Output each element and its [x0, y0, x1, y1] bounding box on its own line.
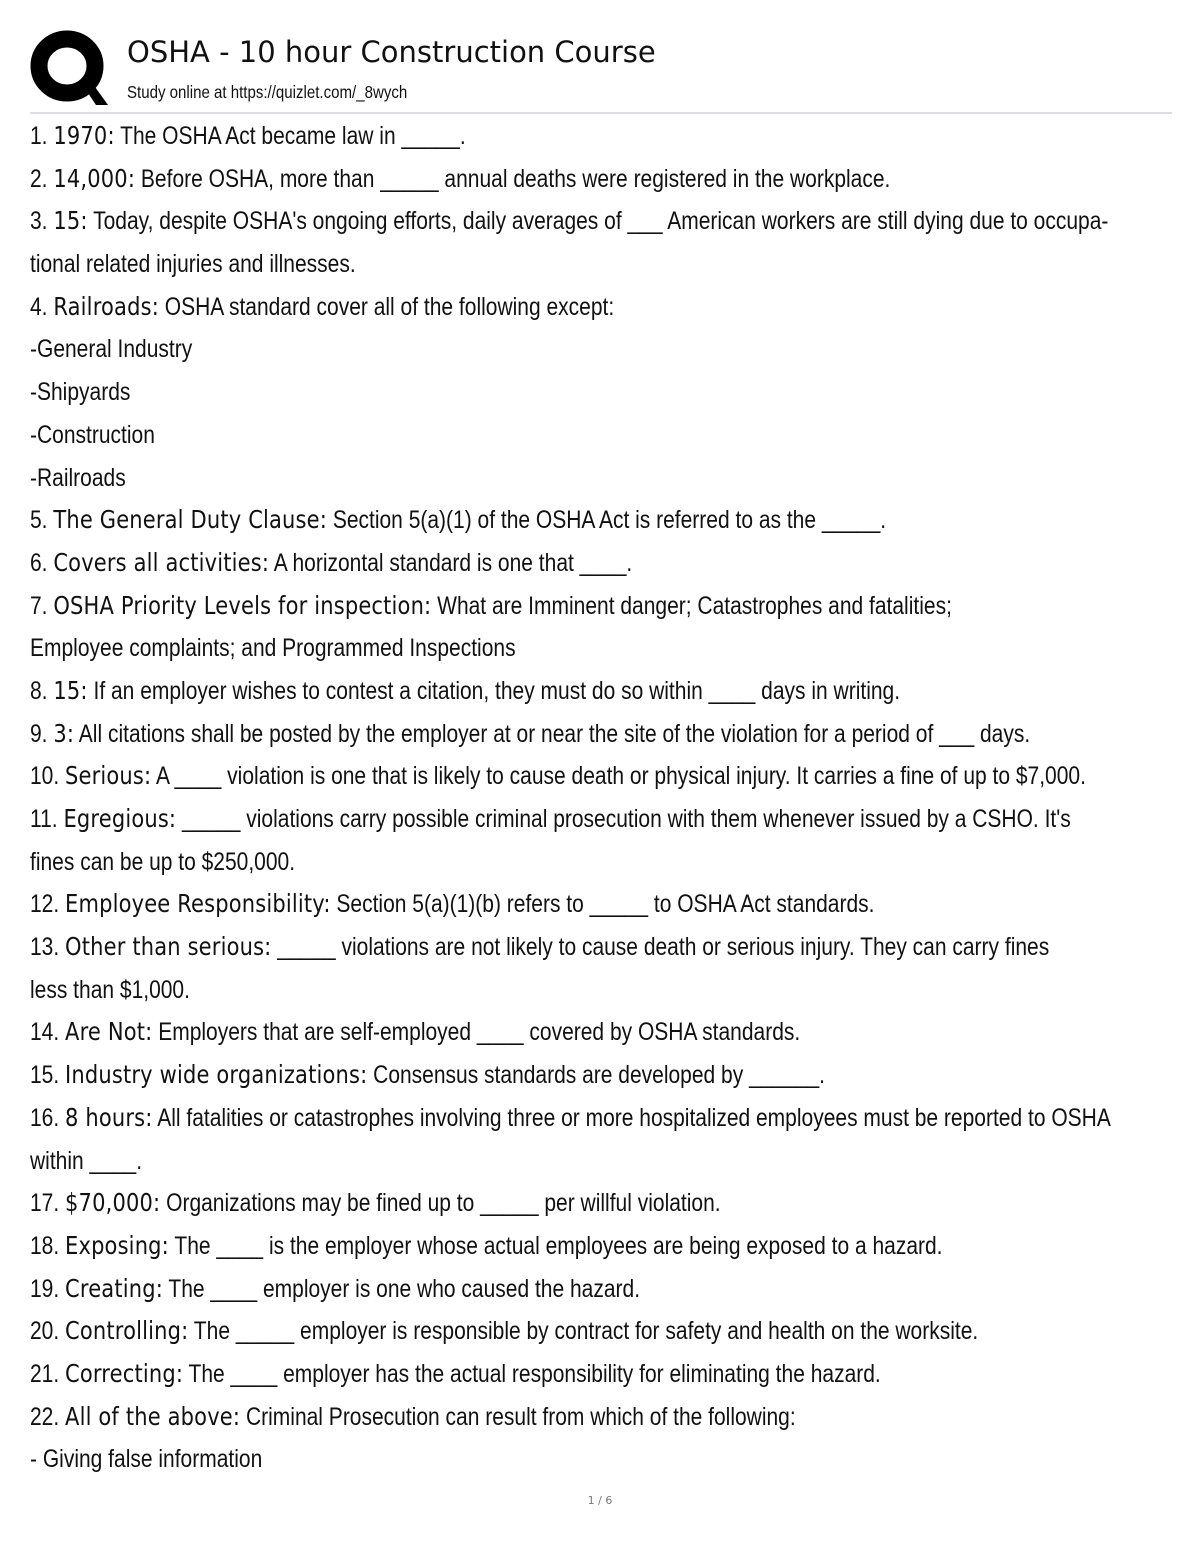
flashcard-definition: Section 5(a)(1)(b) refers to _____ to OSHA Act standards.: [330, 890, 875, 919]
line-text: [30, 1054, 825, 1097]
flashcard-definition: less than $1,000.: [30, 975, 190, 1004]
item-number: 18.: [30, 1231, 66, 1260]
line-text: [30, 1182, 721, 1225]
line-text: [30, 1268, 640, 1311]
flashcard-item: [30, 883, 1172, 926]
line-text: [30, 670, 900, 713]
flashcard-definition: Employee complaints; and Programmed Inspections: [30, 634, 516, 663]
flashcard-definition: within ____.: [30, 1146, 143, 1175]
flashcard-item: [30, 1396, 1172, 1439]
flashcard-definition: Today, despite OSHA's ongoing efforts, daily averages of ___ American workers are still dying due to occupa-: [87, 207, 1109, 236]
flashcard-term: Creating:: [65, 1273, 163, 1303]
line-text: [30, 243, 356, 286]
line-text: [30, 713, 1030, 756]
item-number: 11.: [30, 805, 64, 833]
flashcard-list: [30, 115, 1172, 1481]
line-text: [30, 969, 190, 1012]
item-number: 12.: [30, 890, 66, 919]
item-number: 19.: [30, 1274, 66, 1303]
line-text: [30, 1353, 881, 1396]
item-number: 6.: [30, 548, 54, 577]
flashcard-term: 14,000:: [53, 163, 136, 193]
item-number: 17.: [30, 1189, 66, 1218]
header-divider: [30, 112, 1172, 114]
flashcard-definition: Section 5(a)(1) of the OSHA Act is referred to as the _____.: [326, 506, 887, 535]
flashcard-item: [30, 1268, 1172, 1311]
flashcard-definition: Consensus standards are developed by ______.: [367, 1061, 825, 1090]
flashcard-term: Covers all activities:: [53, 547, 270, 577]
flashcard-definition: The ____ employer is one who caused the hazard.: [162, 1274, 641, 1303]
flashcard-item: [30, 713, 1172, 756]
flashcard-item: [30, 200, 1172, 243]
flashcard-definition: Criminal Prosecution can result from which of the following:: [240, 1402, 796, 1431]
logo-mark: [39, 39, 108, 105]
line-text: [30, 1396, 796, 1439]
line-text: [30, 328, 192, 371]
item-number: 7.: [30, 591, 54, 620]
line-text: [30, 798, 1071, 841]
item-number: 2.: [30, 164, 54, 193]
item-number: 22.: [30, 1402, 66, 1431]
flashcard-continuation: [30, 1438, 1172, 1481]
flashcard-definition: -General Industry: [30, 335, 193, 364]
line-text: [30, 414, 155, 457]
line-text: [30, 1011, 800, 1054]
flashcard-definition: All fatalities or catastrophes involving three or more hospitalized employees must be reported to OSHA: [152, 1103, 1111, 1132]
document-header: [30, 30, 1172, 112]
flashcard-definition: If an employer wishes to contest a citation, they must do so within ____ days in writing.: [87, 676, 901, 705]
flashcard-definition: Organizations may be fined up to _____ per willful violation.: [160, 1189, 721, 1218]
flashcard-term: Controlling:: [65, 1316, 189, 1346]
flashcard-definition: _____ violations are not likely to cause death or serious injury. They can carry fines: [271, 933, 1050, 962]
page-number: 1 / 6: [587, 1494, 613, 1507]
flashcard-definition: -Shipyards: [30, 378, 131, 407]
line-text: [30, 1310, 978, 1353]
document-title: OSHA - 10 hour Construction Course: [127, 35, 656, 69]
flashcard-term: 1970:: [53, 121, 115, 150]
flashcard-definition: The ____ is the employer whose actual employees are being exposed to a hazard.: [168, 1231, 943, 1260]
flashcard-item: [30, 499, 1172, 542]
flashcard-continuation: [30, 243, 1172, 286]
flashcard-item: [30, 158, 1172, 201]
flashcard-definition: Employers that are self-employed ____ covered by OSHA standards.: [152, 1018, 801, 1047]
flashcard-definition: The _____ employer is responsible by contract for safety and health on the worksite.: [188, 1317, 979, 1346]
flashcard-continuation: [30, 969, 1172, 1012]
flashcard-item: [30, 755, 1172, 798]
flashcard-definition: -Construction: [30, 420, 155, 449]
line-text: [30, 158, 890, 201]
line-text: [30, 371, 130, 414]
flashcard-term: The General Duty Clause:: [53, 505, 327, 535]
flashcard-term: Railroads:: [53, 291, 159, 321]
flashcard-definition: A ____ violation is one that is likely to cause death or physical injury. It carries a fine of up to $7,000.: [151, 762, 1086, 791]
line-text: [30, 499, 886, 542]
flashcard-item: [30, 670, 1172, 713]
item-number: 1.: [30, 122, 54, 150]
line-text: [30, 627, 516, 670]
item-number: 10.: [30, 762, 66, 791]
flashcard-term: Serious:: [65, 761, 152, 791]
flashcard-item: [30, 1353, 1172, 1396]
flashcard-item: [30, 286, 1172, 329]
item-number: 16.: [30, 1103, 66, 1132]
item-number: 20.: [30, 1317, 66, 1346]
flashcard-item: [30, 1054, 1172, 1097]
item-number: 5.: [30, 506, 54, 535]
flashcard-definition: What are Imminent danger; Catastrophes and fatalities;: [431, 591, 952, 620]
flashcard-term: 8 hours:: [65, 1102, 153, 1132]
flashcard-continuation: [30, 328, 1172, 371]
flashcard-item: [30, 926, 1172, 969]
flashcard-continuation: [30, 627, 1172, 670]
flashcard-definition: A horizontal standard is one that ____.: [269, 548, 633, 577]
line-text: [30, 457, 126, 500]
quizlet-logo-icon: [30, 30, 108, 106]
flashcard-definition: _____ violations carry possible criminal prosecution with them whenever issued by a CSHO. It's: [176, 805, 1071, 833]
flashcard-item: [30, 1011, 1172, 1054]
line-text: [30, 755, 1086, 798]
flashcard-term: OSHA Priority Levels for inspection:: [53, 590, 432, 620]
flashcard-term: Other than serious:: [65, 932, 272, 962]
flashcard-item: [30, 798, 1172, 841]
flashcard-continuation: [30, 371, 1172, 414]
flashcard-item: [30, 585, 1172, 628]
flashcard-continuation: [30, 1140, 1172, 1183]
flashcard-item: [30, 115, 1172, 158]
flashcard-term: All of the above:: [65, 1401, 241, 1431]
flashcard-definition: - Giving false information: [30, 1445, 263, 1474]
flashcard-continuation: [30, 841, 1172, 884]
line-text: [30, 1225, 943, 1268]
line-text: [30, 542, 632, 585]
item-number: 15.: [30, 1061, 66, 1090]
item-number: 14.: [30, 1018, 66, 1047]
item-number: 21.: [30, 1359, 66, 1388]
flashcard-definition: All citations shall be posted by the employer at or near the site of the violation for a period of ___ days.: [74, 719, 1031, 748]
flashcard-term: 3:: [53, 718, 75, 748]
item-number: 9.: [30, 719, 54, 748]
line-text: [30, 883, 875, 926]
flashcard-definition: tional related injuries and illnesses.: [30, 250, 356, 279]
study-online-link[interactable]: Study online at https://quizlet.com/_8wych: [127, 82, 408, 102]
line-text: [30, 926, 1049, 969]
flashcard-term: $70,000:: [65, 1188, 161, 1218]
flashcard-term: Are Not:: [65, 1017, 153, 1047]
flashcard-term: Exposing:: [65, 1230, 169, 1260]
flashcard-item: [30, 542, 1172, 585]
flashcard-item: [30, 1097, 1172, 1140]
line-text: [30, 286, 614, 329]
line-text: [30, 1140, 142, 1183]
item-number: 3.: [30, 207, 54, 236]
flashcard-item: [30, 1225, 1172, 1268]
flashcard-definition: OSHA standard cover all of the following except:: [158, 292, 615, 321]
flashcard-definition: Before OSHA, more than _____ annual deaths were registered in the workplace.: [135, 164, 891, 193]
flashcard-term: Industry wide organizations:: [65, 1060, 368, 1090]
flashcard-definition: fines can be up to $250,000.: [30, 847, 296, 876]
flashcard-continuation: [30, 457, 1172, 500]
flashcard-term: Egregious:: [63, 804, 177, 833]
flashcard-item: [30, 1310, 1172, 1353]
line-text: [30, 585, 952, 628]
item-number: 13.: [30, 933, 66, 962]
flashcard-definition: The ____ employer has the actual responsibility for eliminating the hazard.: [183, 1359, 881, 1388]
line-text: [30, 200, 1108, 243]
flashcard-term: 15:: [53, 206, 88, 236]
flashcard-item: [30, 1182, 1172, 1225]
line-text: [30, 115, 466, 158]
flashcard-definition: -Railroads: [30, 463, 126, 492]
item-number: 4.: [30, 292, 54, 321]
flashcard-definition: The OSHA Act became law in _____.: [114, 122, 466, 150]
flashcard-continuation: [30, 414, 1172, 457]
item-number: 8.: [30, 676, 54, 705]
line-text: [30, 1097, 1111, 1140]
flashcard-term: 15:: [53, 675, 88, 705]
flashcard-term: Employee Responsibility:: [65, 889, 331, 919]
line-text: [30, 841, 295, 884]
line-text: [30, 1438, 262, 1481]
flashcard-term: Correcting:: [65, 1358, 184, 1388]
